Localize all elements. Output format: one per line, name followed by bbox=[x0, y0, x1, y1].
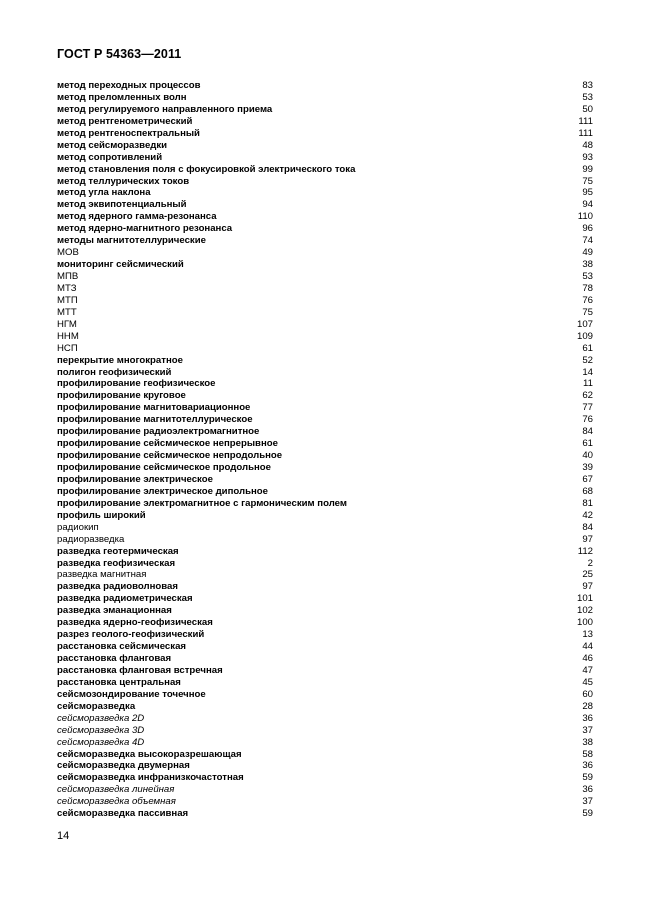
index-entry bbox=[57, 522, 593, 534]
index-page-number: 67 bbox=[582, 473, 593, 485]
index-term: расстановка сейсмическая bbox=[57, 641, 187, 653]
index-term: метод становления поля с фокусировкой электрического тока bbox=[57, 163, 356, 175]
index-entry bbox=[57, 534, 593, 546]
index-page-number: 110 bbox=[577, 211, 593, 223]
index-entry bbox=[57, 426, 593, 438]
index-entry bbox=[57, 546, 593, 558]
index-entry bbox=[57, 414, 593, 426]
index-page-number: 112 bbox=[577, 545, 593, 557]
index-term: метод переходных процессов bbox=[57, 80, 201, 91]
index-page-number: 78 bbox=[582, 282, 593, 294]
index-entry bbox=[57, 605, 593, 617]
index-page-number: 49 bbox=[582, 247, 593, 259]
index-entry bbox=[57, 295, 593, 307]
index-entry bbox=[57, 235, 593, 247]
index-term: метод эквипотенциальный bbox=[57, 199, 187, 211]
index-term: радиоразведка bbox=[57, 533, 125, 545]
index-page-number: 111 bbox=[578, 115, 593, 127]
index-term: метод регулируемого направленного приема bbox=[57, 103, 273, 115]
index-term: метод сейсморазведки bbox=[57, 139, 168, 151]
index-page-number: 36 bbox=[582, 784, 593, 796]
index-page-number: 38 bbox=[582, 259, 593, 271]
index-term: сейсморазведка объемная bbox=[57, 796, 176, 808]
index-page-number: 76 bbox=[582, 294, 593, 306]
index-term: метод ядерного гамма-резонанса bbox=[57, 211, 217, 223]
index-term: МТТ bbox=[57, 306, 77, 318]
index-entry bbox=[57, 176, 593, 188]
index-entry bbox=[57, 593, 593, 605]
index-term: профилирование электрическое дипольное bbox=[57, 485, 268, 497]
index-term: метод ядерно-магнитного резонанса bbox=[57, 223, 233, 235]
index-entry bbox=[57, 737, 593, 749]
index-entry bbox=[57, 760, 593, 772]
index-page-number: 96 bbox=[582, 223, 593, 235]
index-entry bbox=[57, 677, 593, 689]
index-page-number: 77 bbox=[582, 402, 593, 414]
index-page-number: 74 bbox=[582, 235, 593, 247]
index-term: перекрытие многократное bbox=[57, 354, 183, 366]
index-term: радиокип bbox=[57, 521, 99, 533]
index-term: сейсморазведка двумерная bbox=[57, 760, 190, 772]
index-entry bbox=[57, 498, 593, 510]
index-term: разведка ядерно-геофизическая bbox=[57, 617, 213, 629]
index-entry bbox=[57, 355, 593, 367]
index-term: сейсморазведка линейная bbox=[57, 784, 175, 796]
index-page-number: 36 bbox=[582, 712, 593, 724]
index-entry bbox=[57, 331, 593, 343]
index-page-number: 81 bbox=[582, 497, 593, 509]
index-entry bbox=[57, 223, 593, 235]
index-entry bbox=[57, 749, 593, 761]
index-entry bbox=[57, 140, 593, 152]
index-page-number: 61 bbox=[582, 438, 593, 450]
index-term: расстановка фланговая встречная bbox=[57, 664, 223, 676]
index-entry bbox=[57, 665, 593, 677]
index-entry bbox=[57, 629, 593, 641]
index-entry bbox=[57, 641, 593, 653]
index-term: разведка геотермическая bbox=[57, 545, 179, 557]
index-term: сейсмозондирование точечное bbox=[57, 688, 206, 700]
index-term: метод преломленных волн bbox=[57, 91, 187, 103]
index-entry bbox=[57, 402, 593, 414]
index-term: сейсморазведка 4D bbox=[57, 736, 145, 748]
document-header: ГОСТ Р 54363—2011 bbox=[57, 47, 182, 61]
index-page-number: 109 bbox=[576, 330, 593, 342]
index-entry bbox=[57, 796, 593, 808]
index-page-number: 84 bbox=[582, 426, 593, 438]
index-term: профилирование геофизическое bbox=[57, 378, 216, 390]
index-page-number: 60 bbox=[582, 688, 593, 700]
index-page-number: 61 bbox=[582, 342, 593, 354]
index-term: метод рентгеноспектральный bbox=[57, 127, 200, 139]
index-term: метод угла наклона bbox=[57, 187, 151, 199]
index-entry bbox=[57, 438, 593, 450]
index-term: НСП bbox=[57, 342, 78, 354]
index-page-number: 42 bbox=[582, 509, 593, 521]
index-entry bbox=[57, 199, 593, 211]
index-entry bbox=[57, 343, 593, 355]
index-page-number: 39 bbox=[582, 462, 593, 473]
index-term: МТП bbox=[57, 294, 78, 306]
index-page-number: 25 bbox=[582, 569, 593, 581]
index-term: МТЗ bbox=[57, 282, 77, 294]
index-page-number: 93 bbox=[582, 151, 593, 163]
index-term: профилирование магнитотеллурическое bbox=[57, 414, 253, 426]
index-page-number: 111 bbox=[578, 127, 593, 139]
index-entry bbox=[57, 104, 593, 116]
index-page-number: 2 bbox=[587, 557, 593, 569]
index-page-number: 97 bbox=[582, 533, 593, 545]
index-page-number: 75 bbox=[582, 306, 593, 318]
index-term: метод сопротивлений bbox=[57, 151, 163, 163]
index-page-number: 37 bbox=[582, 796, 593, 808]
index-term: профилирование сейсмическое продольное bbox=[57, 462, 271, 473]
index-entry bbox=[57, 462, 593, 474]
index-page-number: 95 bbox=[582, 187, 593, 199]
index-page-number: 68 bbox=[582, 485, 593, 497]
index-page-number: 76 bbox=[582, 414, 593, 426]
index-entry bbox=[57, 164, 593, 176]
index-entry bbox=[57, 187, 593, 199]
index-entry bbox=[57, 510, 593, 522]
index-entry bbox=[57, 450, 593, 462]
index-page-number: 99 bbox=[582, 163, 593, 175]
index-page-number: 45 bbox=[582, 676, 593, 688]
index-entry bbox=[57, 725, 593, 737]
index-entry bbox=[57, 152, 593, 164]
index-entry bbox=[57, 689, 593, 701]
index-page-number: 13 bbox=[582, 629, 593, 641]
index-page-number: 52 bbox=[582, 354, 593, 366]
index-term: сейсморазведка пассивная bbox=[57, 808, 189, 820]
index-page-number: 36 bbox=[582, 760, 593, 772]
index-list bbox=[57, 80, 593, 820]
index-page-number: 59 bbox=[582, 772, 593, 784]
index-entry bbox=[57, 259, 593, 271]
index-term: разведка эманационная bbox=[57, 605, 172, 617]
index-entry bbox=[57, 307, 593, 319]
index-entry bbox=[57, 116, 593, 128]
index-page-number: 47 bbox=[582, 664, 593, 676]
index-entry bbox=[57, 92, 593, 104]
index-page-number: 53 bbox=[582, 91, 593, 103]
index-term: метод теллурических токов bbox=[57, 175, 190, 187]
index-term: профилирование сейсмическое непрерывное bbox=[57, 438, 278, 450]
index-entry bbox=[57, 617, 593, 629]
index-term: профилирование сейсмическое непродольное bbox=[57, 450, 283, 462]
index-term: сейсморазведка 2D bbox=[57, 712, 145, 724]
index-entry bbox=[57, 653, 593, 665]
index-term: методы магнитотеллурические bbox=[57, 235, 206, 247]
index-term: профилирование электромагнитное с гармоническим полем bbox=[57, 497, 347, 509]
index-entry bbox=[57, 701, 593, 713]
index-entry bbox=[57, 378, 593, 390]
index-page-number: 101 bbox=[576, 593, 593, 605]
index-page-number: 44 bbox=[582, 641, 593, 653]
index-page-number: 59 bbox=[582, 808, 593, 820]
index-page-number: 53 bbox=[582, 271, 593, 282]
index-page-number: 40 bbox=[582, 450, 593, 462]
index-page-number: 100 bbox=[576, 617, 593, 629]
index-term: профилирование магнитовариационное bbox=[57, 402, 251, 414]
index-entry bbox=[57, 474, 593, 486]
index-entry bbox=[57, 569, 593, 581]
index-term: сейсморазведка 3D bbox=[57, 724, 145, 736]
page-number: 14 bbox=[57, 830, 70, 842]
index-page-number: 84 bbox=[582, 521, 593, 533]
index-page-number: 37 bbox=[582, 724, 593, 736]
index-entry bbox=[57, 581, 593, 593]
index-term: сейсморазведка высокоразрешающая bbox=[57, 748, 242, 760]
index-page-number: 75 bbox=[582, 175, 593, 187]
index-entry bbox=[57, 367, 593, 379]
index-term: МОВ bbox=[57, 247, 79, 259]
index-term: разведка радиоволновая bbox=[57, 581, 178, 593]
index-term: расстановка фланговая bbox=[57, 653, 172, 664]
index-page-number: 107 bbox=[576, 318, 593, 330]
index-entry bbox=[57, 283, 593, 295]
index-term: сейсморазведка инфранизкочастотная bbox=[57, 772, 244, 784]
index-term: расстановка центральная bbox=[57, 676, 181, 688]
index-page-number: 58 bbox=[582, 748, 593, 760]
index-page-number: 38 bbox=[582, 736, 593, 748]
index-entry bbox=[57, 247, 593, 259]
index-page-number: 46 bbox=[582, 653, 593, 664]
index-term: МПВ bbox=[57, 271, 79, 282]
index-page-number: 28 bbox=[582, 700, 593, 712]
index-term: профилирование электрическое bbox=[57, 473, 213, 485]
index-entry bbox=[57, 271, 593, 283]
index-entry bbox=[57, 128, 593, 140]
index-page-number: 97 bbox=[582, 581, 593, 593]
index-term: сейсморазведка bbox=[57, 700, 136, 712]
index-term: профиль широкий bbox=[57, 509, 146, 521]
index-entry bbox=[57, 80, 593, 92]
index-term: метод рентгенометрический bbox=[57, 115, 193, 127]
index-page-number: 102 bbox=[576, 605, 593, 617]
index-page-number: 11 bbox=[583, 378, 593, 390]
index-entry bbox=[57, 558, 593, 570]
index-entry bbox=[57, 211, 593, 223]
index-entry bbox=[57, 319, 593, 331]
index-entry bbox=[57, 808, 593, 820]
index-term: разведка магнитная bbox=[57, 569, 147, 581]
index-page-number: 83 bbox=[582, 80, 593, 91]
index-term: профилирование радиоэлектромагнитное bbox=[57, 426, 260, 438]
index-term: ННМ bbox=[57, 330, 79, 342]
index-page-number: 48 bbox=[582, 139, 593, 151]
index-term: полигон геофизический bbox=[57, 366, 172, 378]
index-entry bbox=[57, 486, 593, 498]
index-term: разведка радиометрическая bbox=[57, 593, 193, 605]
index-entry bbox=[57, 772, 593, 784]
index-term: мониторинг сейсмический bbox=[57, 259, 184, 271]
index-entry bbox=[57, 390, 593, 402]
index-page-number: 50 bbox=[582, 103, 593, 115]
index-term: разведка геофизическая bbox=[57, 557, 176, 569]
index-term: профилирование круговое bbox=[57, 390, 186, 402]
index-term: НГМ bbox=[57, 318, 77, 330]
index-page-number: 14 bbox=[582, 366, 593, 378]
index-term: разрез геолого-геофизический bbox=[57, 629, 205, 641]
index-entry bbox=[57, 784, 593, 796]
index-entry bbox=[57, 713, 593, 725]
index-page-number: 62 bbox=[582, 390, 593, 402]
index-page-number: 94 bbox=[582, 199, 593, 211]
